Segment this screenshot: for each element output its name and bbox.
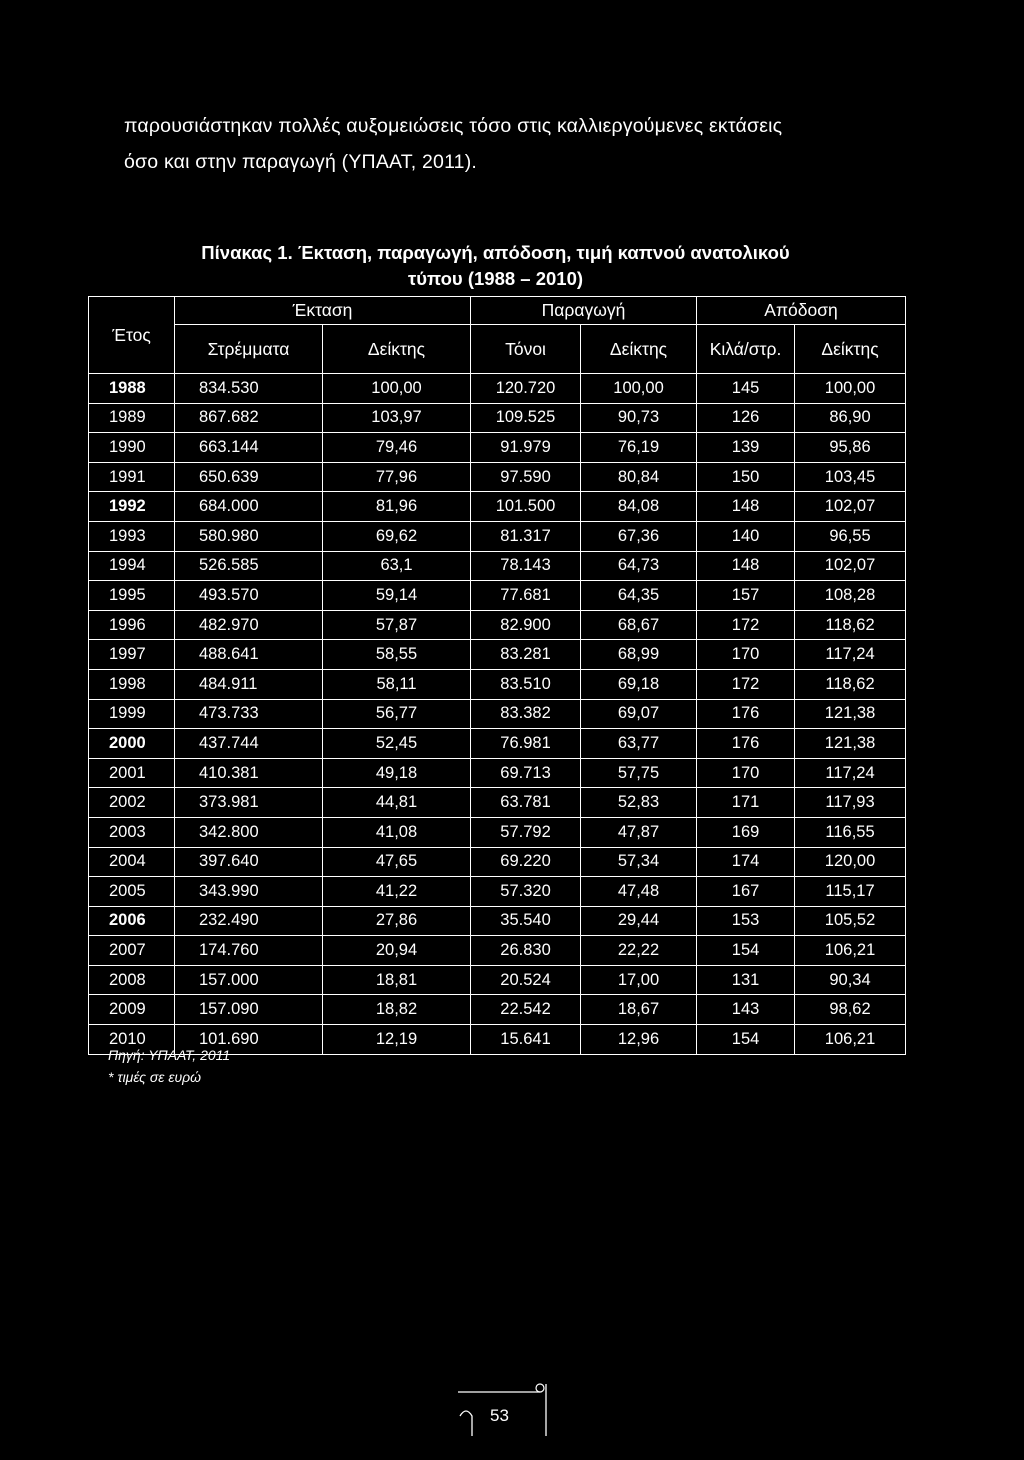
year-cell: 2006	[89, 906, 175, 936]
area-index-cell: 18,82	[323, 995, 471, 1025]
table-row	[89, 403, 906, 433]
production-tonnes-cell: 78.143	[471, 551, 581, 581]
yield-kg-cell: 157	[697, 581, 795, 611]
area-stremmata-cell: 867.682	[175, 403, 323, 433]
subheader-tonnes: Τόνοι	[471, 325, 581, 374]
year-cell: 2008	[89, 965, 175, 995]
production-index-cell: 57,34	[581, 847, 697, 877]
area-stremmata-cell: 650.639	[175, 462, 323, 492]
area-stremmata-cell: 342.800	[175, 817, 323, 847]
year-cell: 1994	[89, 551, 175, 581]
area-index-cell: 69,62	[323, 521, 471, 551]
caption-line-1: Πίνακας 1. Έκταση, παραγωγή, απόδοση, τιμή καπνού ανατολικού	[201, 242, 790, 263]
source-note: Πηγή: ΥΠΑΑΤ, 2011	[108, 1047, 231, 1063]
production-tonnes-cell: 101.500	[471, 492, 581, 522]
table-row	[89, 374, 906, 404]
yield-index-cell: 116,55	[795, 817, 906, 847]
area-stremmata-cell: 343.990	[175, 877, 323, 907]
production-index-cell: 69,07	[581, 699, 697, 729]
table-row	[89, 699, 906, 729]
yield-kg-cell: 172	[697, 610, 795, 640]
yield-kg-cell: 171	[697, 788, 795, 818]
table-row	[89, 906, 906, 936]
production-tonnes-cell: 109.525	[471, 403, 581, 433]
production-index-cell: 68,99	[581, 640, 697, 670]
production-index-cell: 100,00	[581, 374, 697, 404]
area-index-cell: 27,86	[323, 906, 471, 936]
production-index-cell: 68,67	[581, 610, 697, 640]
area-index-cell: 52,45	[323, 729, 471, 759]
intro-line-1: παρουσιάστηκαν πολλές αυξομειώσεις τόσο στις καλλιεργούμενες εκτάσεις	[124, 115, 783, 137]
yield-kg-cell: 148	[697, 492, 795, 522]
area-stremmata-cell: 410.381	[175, 758, 323, 788]
yield-kg-cell: 145	[697, 374, 795, 404]
table-row	[89, 817, 906, 847]
yield-index-cell: 103,45	[795, 462, 906, 492]
yield-kg-cell: 176	[697, 699, 795, 729]
production-tonnes-cell: 83.281	[471, 640, 581, 670]
tobacco-data-table	[88, 296, 906, 1055]
table-notes	[108, 1044, 230, 1088]
production-index-cell: 22,22	[581, 936, 697, 966]
production-tonnes-cell: 76.981	[471, 729, 581, 759]
yield-index-cell: 105,52	[795, 906, 906, 936]
year-cell: 1993	[89, 521, 175, 551]
area-index-cell: 57,87	[323, 610, 471, 640]
production-index-cell: 84,08	[581, 492, 697, 522]
year-cell: 2009	[89, 995, 175, 1025]
table-row	[89, 877, 906, 907]
table-row	[89, 847, 906, 877]
production-tonnes-cell: 69.713	[471, 758, 581, 788]
table-row	[89, 640, 906, 670]
yield-kg-cell: 140	[697, 521, 795, 551]
area-index-cell: 77,96	[323, 462, 471, 492]
production-tonnes-cell: 63.781	[471, 788, 581, 818]
area-stremmata-cell: 663.144	[175, 433, 323, 463]
area-stremmata-cell: 482.970	[175, 610, 323, 640]
yield-index-cell: 86,90	[795, 403, 906, 433]
production-index-cell: 63,77	[581, 729, 697, 759]
production-tonnes-cell: 57.320	[471, 877, 581, 907]
production-tonnes-cell: 91.979	[471, 433, 581, 463]
group-header-yield: Απόδοση	[697, 297, 906, 325]
intro-line-2: όσο και στην παραγωγή (ΥΠΑΑΤ, 2011).	[124, 151, 478, 173]
area-index-cell: 81,96	[323, 492, 471, 522]
yield-kg-cell: 126	[697, 403, 795, 433]
production-index-cell: 29,44	[581, 906, 697, 936]
yield-index-cell: 98,62	[795, 995, 906, 1025]
header-row-groups	[89, 297, 906, 325]
year-cell: 2004	[89, 847, 175, 877]
production-index-cell: 80,84	[581, 462, 697, 492]
table-row	[89, 669, 906, 699]
yield-kg-cell: 154	[697, 936, 795, 966]
production-index-cell: 76,19	[581, 433, 697, 463]
yield-kg-cell: 167	[697, 877, 795, 907]
yield-kg-cell: 153	[697, 906, 795, 936]
yield-index-cell: 121,38	[795, 729, 906, 759]
year-cell: 2005	[89, 877, 175, 907]
production-index-cell: 67,36	[581, 521, 697, 551]
area-stremmata-cell: 834.530	[175, 374, 323, 404]
production-tonnes-cell: 22.542	[471, 995, 581, 1025]
yield-kg-cell: 143	[697, 995, 795, 1025]
table-row	[89, 965, 906, 995]
yield-index-cell: 117,24	[795, 640, 906, 670]
prices-note: * τιμές σε ευρώ	[108, 1069, 202, 1085]
table-caption	[88, 240, 903, 292]
area-stremmata-cell: 157.090	[175, 995, 323, 1025]
header-row-subheaders	[89, 325, 906, 374]
production-tonnes-cell: 77.681	[471, 581, 581, 611]
area-stremmata-cell: 101.690	[175, 1025, 323, 1055]
area-index-cell: 100,00	[323, 374, 471, 404]
table-row	[89, 936, 906, 966]
production-tonnes-cell: 83.382	[471, 699, 581, 729]
table-body	[89, 374, 906, 1055]
production-index-cell: 18,67	[581, 995, 697, 1025]
table-row	[89, 729, 906, 759]
yield-index-cell: 115,17	[795, 877, 906, 907]
year-column-header: Έτος	[89, 297, 175, 374]
year-cell: 1996	[89, 610, 175, 640]
year-cell: 1997	[89, 640, 175, 670]
year-cell: 2003	[89, 817, 175, 847]
yield-index-cell: 118,62	[795, 669, 906, 699]
yield-index-cell: 117,93	[795, 788, 906, 818]
table-row	[89, 433, 906, 463]
yield-kg-cell: 139	[697, 433, 795, 463]
table-row	[89, 610, 906, 640]
area-index-cell: 41,22	[323, 877, 471, 907]
production-index-cell: 69,18	[581, 669, 697, 699]
production-tonnes-cell: 26.830	[471, 936, 581, 966]
production-tonnes-cell: 82.900	[471, 610, 581, 640]
area-index-cell: 63,1	[323, 551, 471, 581]
production-tonnes-cell: 35.540	[471, 906, 581, 936]
table-row	[89, 521, 906, 551]
area-stremmata-cell: 174.760	[175, 936, 323, 966]
production-tonnes-cell: 69.220	[471, 847, 581, 877]
year-cell: 1998	[89, 669, 175, 699]
yield-kg-cell: 169	[697, 817, 795, 847]
area-stremmata-cell: 473.733	[175, 699, 323, 729]
year-cell: 1991	[89, 462, 175, 492]
year-cell: 1989	[89, 403, 175, 433]
subheader-area-index: Δείκτης	[323, 325, 471, 374]
area-index-cell: 79,46	[323, 433, 471, 463]
area-stremmata-cell: 397.640	[175, 847, 323, 877]
area-stremmata-cell: 493.570	[175, 581, 323, 611]
yield-index-cell: 90,34	[795, 965, 906, 995]
production-tonnes-cell: 81.317	[471, 521, 581, 551]
year-cell: 2000	[89, 729, 175, 759]
area-stremmata-cell: 484.911	[175, 669, 323, 699]
yield-index-cell: 118,62	[795, 610, 906, 640]
year-cell: 1990	[89, 433, 175, 463]
area-stremmata-cell: 488.641	[175, 640, 323, 670]
area-stremmata-cell: 157.000	[175, 965, 323, 995]
area-stremmata-cell: 232.490	[175, 906, 323, 936]
yield-kg-cell: 174	[697, 847, 795, 877]
yield-kg-cell: 148	[697, 551, 795, 581]
area-index-cell: 49,18	[323, 758, 471, 788]
year-cell: 1999	[89, 699, 175, 729]
production-index-cell: 47,48	[581, 877, 697, 907]
caption-line-2: τύπου (1988 – 2010)	[407, 268, 584, 289]
yield-index-cell: 102,07	[795, 551, 906, 581]
production-index-cell: 17,00	[581, 965, 697, 995]
subheader-stremmata: Στρέμματα	[175, 325, 323, 374]
yield-index-cell: 95,86	[795, 433, 906, 463]
table-row	[89, 492, 906, 522]
table-row	[89, 462, 906, 492]
area-index-cell: 58,11	[323, 669, 471, 699]
production-tonnes-cell: 20.524	[471, 965, 581, 995]
yield-index-cell: 106,21	[795, 936, 906, 966]
area-index-cell: 56,77	[323, 699, 471, 729]
year-cell: 2002	[89, 788, 175, 818]
yield-kg-cell: 176	[697, 729, 795, 759]
production-tonnes-cell: 120.720	[471, 374, 581, 404]
area-index-cell: 44,81	[323, 788, 471, 818]
yield-index-cell: 120,00	[795, 847, 906, 877]
yield-index-cell: 102,07	[795, 492, 906, 522]
yield-kg-cell: 131	[697, 965, 795, 995]
yield-index-cell: 106,21	[795, 1025, 906, 1055]
area-stremmata-cell: 437.744	[175, 729, 323, 759]
production-tonnes-cell: 57.792	[471, 817, 581, 847]
year-cell: 1995	[89, 581, 175, 611]
area-stremmata-cell: 373.981	[175, 788, 323, 818]
subheader-production-index: Δείκτης	[581, 325, 697, 374]
yield-index-cell: 100,00	[795, 374, 906, 404]
yield-kg-cell: 170	[697, 640, 795, 670]
production-index-cell: 90,73	[581, 403, 697, 433]
page-number-block	[450, 1380, 560, 1440]
area-index-cell: 41,08	[323, 817, 471, 847]
production-tonnes-cell: 97.590	[471, 462, 581, 492]
area-index-cell: 103,97	[323, 403, 471, 433]
intro-paragraph	[124, 108, 884, 180]
table-row	[89, 581, 906, 611]
yield-index-cell: 117,24	[795, 758, 906, 788]
area-index-cell: 18,81	[323, 965, 471, 995]
yield-index-cell: 96,55	[795, 521, 906, 551]
yield-index-cell: 121,38	[795, 699, 906, 729]
area-index-cell: 20,94	[323, 936, 471, 966]
production-index-cell: 52,83	[581, 788, 697, 818]
production-index-cell: 12,96	[581, 1025, 697, 1055]
area-stremmata-cell: 580.980	[175, 521, 323, 551]
production-tonnes-cell: 83.510	[471, 669, 581, 699]
yield-kg-cell: 154	[697, 1025, 795, 1055]
table-row	[89, 995, 906, 1025]
year-cell: 2010	[89, 1025, 175, 1055]
group-header-area: Έκταση	[175, 297, 471, 325]
year-cell: 1992	[89, 492, 175, 522]
yield-kg-cell: 170	[697, 758, 795, 788]
group-header-production: Παραγωγή	[471, 297, 697, 325]
subheader-yield-index: Δείκτης	[795, 325, 906, 374]
page-number: 53	[490, 1406, 509, 1425]
production-index-cell: 64,73	[581, 551, 697, 581]
area-index-cell: 12,19	[323, 1025, 471, 1055]
area-stremmata-cell: 526.585	[175, 551, 323, 581]
production-index-cell: 57,75	[581, 758, 697, 788]
area-stremmata-cell: 684.000	[175, 492, 323, 522]
table-row	[89, 788, 906, 818]
yield-kg-cell: 150	[697, 462, 795, 492]
area-index-cell: 59,14	[323, 581, 471, 611]
yield-kg-cell: 172	[697, 669, 795, 699]
production-index-cell: 47,87	[581, 817, 697, 847]
year-cell: 2007	[89, 936, 175, 966]
yield-index-cell: 108,28	[795, 581, 906, 611]
subheader-kg-per-stremma: Κιλά/στρ.	[697, 325, 795, 374]
area-index-cell: 58,55	[323, 640, 471, 670]
production-index-cell: 64,35	[581, 581, 697, 611]
table-row	[89, 758, 906, 788]
year-cell: 2001	[89, 758, 175, 788]
area-index-cell: 47,65	[323, 847, 471, 877]
year-cell: 1988	[89, 374, 175, 404]
production-tonnes-cell: 15.641	[471, 1025, 581, 1055]
table-row	[89, 551, 906, 581]
